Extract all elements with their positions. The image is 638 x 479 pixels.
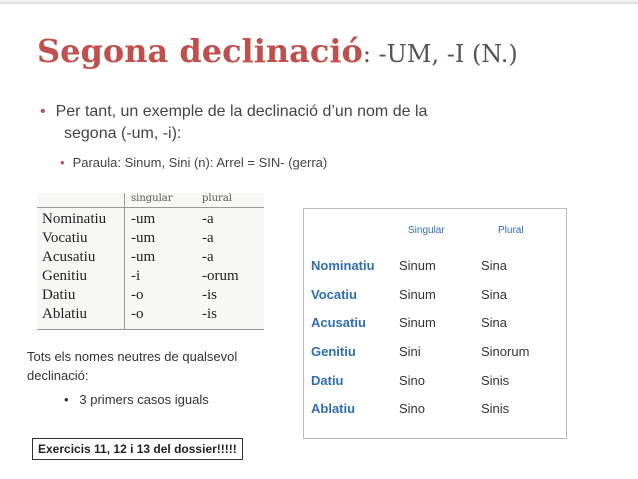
scan-row-singular: -um: [131, 230, 156, 246]
table-cell-plural: Sinis: [481, 373, 510, 388]
bullet-dot-icon: •: [64, 392, 69, 407]
table-cell-case: Ablatiu: [311, 401, 356, 416]
scan-row-case: Datiu: [42, 287, 76, 303]
bullet-dot-icon: •: [40, 103, 46, 120]
table-cell-singular: Sini: [399, 344, 421, 359]
scanned-declension-table: [37, 193, 264, 330]
table-cell-plural: Sinorum: [481, 344, 530, 359]
scan-row-singular: -i: [131, 268, 141, 284]
scan-row-singular: -um: [131, 211, 156, 227]
table-cell-case: Datiu: [311, 373, 344, 388]
scan-row-case: Acusatiu: [42, 249, 96, 265]
slide-title: [37, 32, 518, 70]
top-strip: [0, 0, 638, 4]
title-sub: : -UM, -I (N.): [362, 40, 518, 68]
bullet-dot-icon: •: [60, 155, 65, 170]
note-line-2: declinació:: [27, 368, 89, 383]
scan-row-plural: -orum: [202, 268, 239, 284]
table-cell-plural: Sina: [481, 258, 508, 273]
table-cell-plural: Sina: [481, 287, 508, 302]
exercise-box: Exercicis 11, 12 i 13 del dossier!!!!!: [32, 438, 243, 460]
title-main: Segona declinació: [37, 32, 363, 70]
scan-row-case: Ablatiu: [42, 306, 87, 322]
scan-row-plural: -is: [202, 306, 217, 322]
table-cell-plural: Sina: [481, 315, 508, 330]
scan-row-singular: -um: [131, 249, 156, 265]
declension-table: [303, 208, 567, 439]
table-cell-case: Nominatiu: [311, 258, 375, 273]
scan-row-case: Nominatiu: [42, 211, 107, 227]
bullet-2: [60, 155, 327, 170]
scan-bottom-rule: [37, 329, 264, 330]
scan-row-plural: -a: [202, 230, 214, 246]
table-cell-singular: Sino: [399, 401, 426, 416]
scan-row-plural: -is: [202, 287, 217, 303]
table-cell-singular: Sino: [399, 373, 426, 388]
scan-row-singular: -o: [131, 306, 144, 322]
note-line-1: Tots els nomes neutres de qualsevol: [27, 349, 238, 364]
table-cell-case: Vocatiu: [311, 287, 357, 302]
scan-row-case: Vocatiu: [42, 230, 88, 246]
scan-header-rule: [37, 207, 264, 208]
note-sub-text: 3 primers casos iguals: [79, 392, 209, 407]
scan-header-singular: singular: [131, 193, 173, 204]
table-cell-singular: Sinum: [399, 258, 436, 273]
table-cell-singular: Sinum: [399, 287, 436, 302]
table-cell-case: Acusatiu: [311, 315, 366, 330]
table-header-singular: Singular: [408, 225, 445, 236]
scan-row-plural: -a: [202, 249, 214, 265]
scan-header-plural: plural: [202, 193, 232, 204]
bullet-2-text: Paraula: Sinum, Sini (n): Arrel = SIN- (gerra): [72, 155, 328, 170]
scan-row-case: Genitiu: [42, 268, 87, 284]
scan-row-singular: -o: [131, 287, 144, 303]
neuter-note: [27, 347, 238, 407]
table-header-plural: Plural: [498, 225, 524, 236]
bullet-1-line-2: segona (-um, -i):: [64, 125, 182, 142]
scan-row-plural: -a: [202, 211, 214, 227]
note-sub-bullet: [64, 390, 209, 409]
scan-column-rule: [124, 193, 125, 330]
bullet-1-line-1: Per tant, un exemple de la declinació d’un nom de la: [55, 103, 428, 120]
bullet-1: [40, 101, 520, 145]
table-cell-singular: Sinum: [399, 315, 436, 330]
table-cell-case: Genitiu: [311, 344, 356, 359]
table-cell-plural: Sinis: [481, 401, 510, 416]
